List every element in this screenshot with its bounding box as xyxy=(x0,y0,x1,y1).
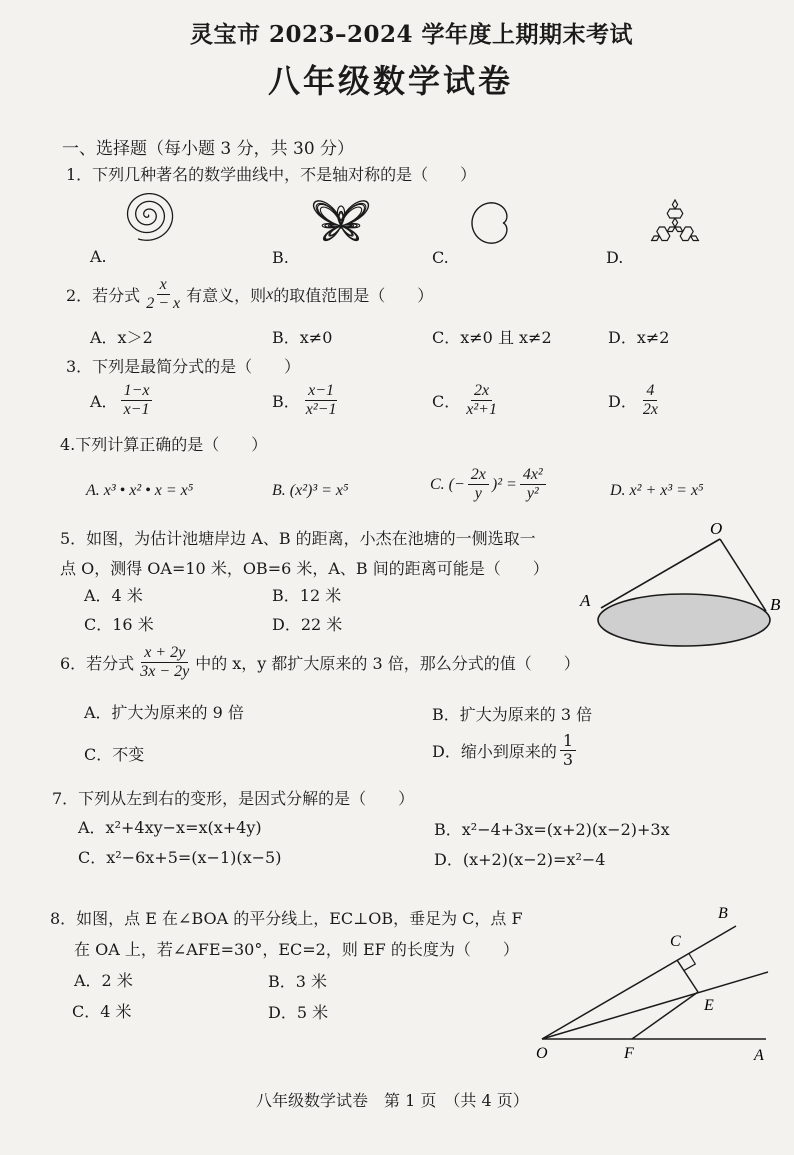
q3-option-d xyxy=(608,382,664,420)
q4-c-den2: y² xyxy=(526,485,539,503)
q6-option-d xyxy=(432,732,579,770)
point-o-label: O xyxy=(710,519,723,538)
q4-option-c xyxy=(430,466,549,504)
butterfly-curve-icon xyxy=(298,188,384,264)
q7-option-a: A．x²+4xy−x=x(x+4y) xyxy=(78,818,262,837)
q6-frac-den: 3x − 2y xyxy=(140,663,190,681)
q6-frac-num: x + 2y xyxy=(141,644,188,663)
q6-option-b: B．扩大为原来的 3 倍 xyxy=(432,705,593,724)
q6-d-num: 1 xyxy=(560,732,576,751)
q4-option-d: D. x² + x³ = x⁵ xyxy=(610,482,704,499)
q8-option-a: A．2 米 xyxy=(74,971,133,990)
q1-option-b: B. xyxy=(272,248,289,267)
point-f-label: F xyxy=(624,1045,634,1062)
q3-stem: 3．下列是最简分式的是（ ） xyxy=(66,357,301,376)
cardioid-icon xyxy=(455,188,527,258)
q7-option-c: C．x²−6x+5=(x−1)(x−5) xyxy=(78,848,282,867)
q3-b-den: x²−1 xyxy=(305,401,337,419)
q6-d-den: 3 xyxy=(562,750,574,770)
pond-ellipse xyxy=(598,594,770,646)
q2-var: x xyxy=(266,285,274,303)
q4-c-den1: y xyxy=(474,485,482,503)
q8-line1: 8．如图，点 E 在∠BOA 的平分线上，EC⊥OB，垂足为 C，点 F xyxy=(50,909,523,928)
q3-c-num: 2x xyxy=(471,382,492,401)
point-b-label: B xyxy=(770,595,780,614)
angle-bisector-figure xyxy=(528,900,778,1065)
q3-d-label: D． xyxy=(608,392,637,412)
point-e-label: E xyxy=(704,997,714,1014)
q3-b-num: x−1 xyxy=(305,382,337,401)
point-b-label: B xyxy=(718,905,728,922)
q3-a-label: A． xyxy=(90,392,118,412)
q3-b-label: B． xyxy=(272,392,300,412)
q1-stem: 1．下列几种著名的数学曲线中，不是轴对称的是（ ） xyxy=(66,165,477,184)
q4-option-b: B. (x²)³ = x⁵ xyxy=(272,482,349,499)
q3-d-num: 4 xyxy=(643,382,657,401)
q7-option-d: D．(x+2)(x−2)=x²−4 xyxy=(434,850,606,869)
point-o-label: O xyxy=(536,1045,548,1062)
q5-line2: 点 O，测得 OA=10 米，OB=6 米，A、B 间的距离可能是（ ） xyxy=(60,559,549,578)
section-heading: 一、选择题（每小题 3 分，共 30 分） xyxy=(62,139,355,159)
q4-stem: 4.下列计算正确的是（ ） xyxy=(60,435,268,454)
q1-option-a: A. xyxy=(90,247,107,266)
q3-option-a xyxy=(90,382,155,420)
q8-option-d: D．5 米 xyxy=(268,1003,329,1022)
point-a-label: A xyxy=(580,591,591,610)
q1-option-c: C. xyxy=(432,248,449,267)
q3-d-den: 2x xyxy=(642,401,658,419)
q5-option-b: B．12 米 xyxy=(272,586,342,605)
q8-option-c: C．4 米 xyxy=(72,1002,132,1021)
q7-option-b: B．x²−4+3x=(x+2)(x−2)+3x xyxy=(434,820,670,839)
q2-frac-num: x xyxy=(157,276,170,295)
q2-frac-den: 2 − x xyxy=(146,295,181,313)
point-c-label: C xyxy=(670,933,681,950)
q3-a-num: 1−x xyxy=(121,382,153,401)
bisector-line xyxy=(542,972,768,1039)
q2-option-d: D．x≠2 xyxy=(608,328,670,347)
q3-a-den: x−1 xyxy=(123,401,150,419)
q6-prefix: 6．若分式 xyxy=(60,654,135,674)
point-a-label: A xyxy=(754,1047,764,1064)
q8-option-b: B．3 米 xyxy=(268,972,328,991)
q6-suffix: 中的 x，y 都扩大原来的 3 倍，那么分式的值（ ） xyxy=(195,654,580,674)
q6-d-text: D．缩小到原来的 xyxy=(432,742,557,762)
q4-c-mid: )² = xyxy=(491,475,517,493)
koch-snowflake-icon xyxy=(630,190,720,260)
q5-option-c: C．16 米 xyxy=(84,615,154,634)
exam-title: 灵宝市 2023–2024 学年度上期期末考试 xyxy=(190,21,634,48)
q8-line2: 在 OA 上，若∠AFE=30°，EC=2，则 EF 的长度为（ ） xyxy=(74,940,519,959)
exam-subtitle: 八年级数学试卷 xyxy=(268,62,514,100)
q2-stem xyxy=(66,276,433,314)
q5-line1: 5．如图，为估计池塘岸边 A、B 的距离，小杰在池塘的一侧选取一 xyxy=(60,529,536,548)
q5-option-a: A．4 米 xyxy=(84,586,143,605)
q5-option-d: D．22 米 xyxy=(272,615,343,634)
q2-suffix-b: 的取值范围是（ ） xyxy=(273,286,434,306)
page-footer: 八年级数学试卷 第 1 页 （共 4 页） xyxy=(256,1091,529,1110)
segment-ef xyxy=(632,992,698,1039)
q6-option-a: A．扩大为原来的 9 倍 xyxy=(84,703,244,722)
q2-suffix-a: 有意义，则 xyxy=(186,286,267,306)
q2-option-b: B．x≠0 xyxy=(272,328,333,347)
spiral-icon xyxy=(108,185,188,251)
q2-option-c: C．x≠0 且 x≠2 xyxy=(432,328,552,347)
q4-option-a: A. x³ • x² • x = x⁵ xyxy=(86,482,194,499)
q3-c-den: x²+1 xyxy=(466,401,497,419)
ray-ob xyxy=(542,926,736,1039)
q6-stem xyxy=(60,644,580,682)
q3-option-c xyxy=(432,382,503,420)
pond-figure xyxy=(574,516,780,650)
q2-option-a: A．x＞2 xyxy=(90,328,153,347)
q7-stem: 7．下列从左到右的变形，是因式分解的是（ ） xyxy=(52,789,415,808)
q3-c-label: C． xyxy=(432,392,461,412)
q6-option-c: C．不变 xyxy=(84,745,145,764)
q2-fraction xyxy=(143,276,183,314)
q4-c-num2: 4x² xyxy=(520,466,546,485)
q2-prefix: 2．若分式 xyxy=(66,286,141,306)
q3-option-b xyxy=(272,382,342,420)
q4-c-num1: 2x xyxy=(468,466,489,485)
q4-c-label: C. (− xyxy=(430,475,465,493)
q1-option-d: D. xyxy=(606,248,624,267)
